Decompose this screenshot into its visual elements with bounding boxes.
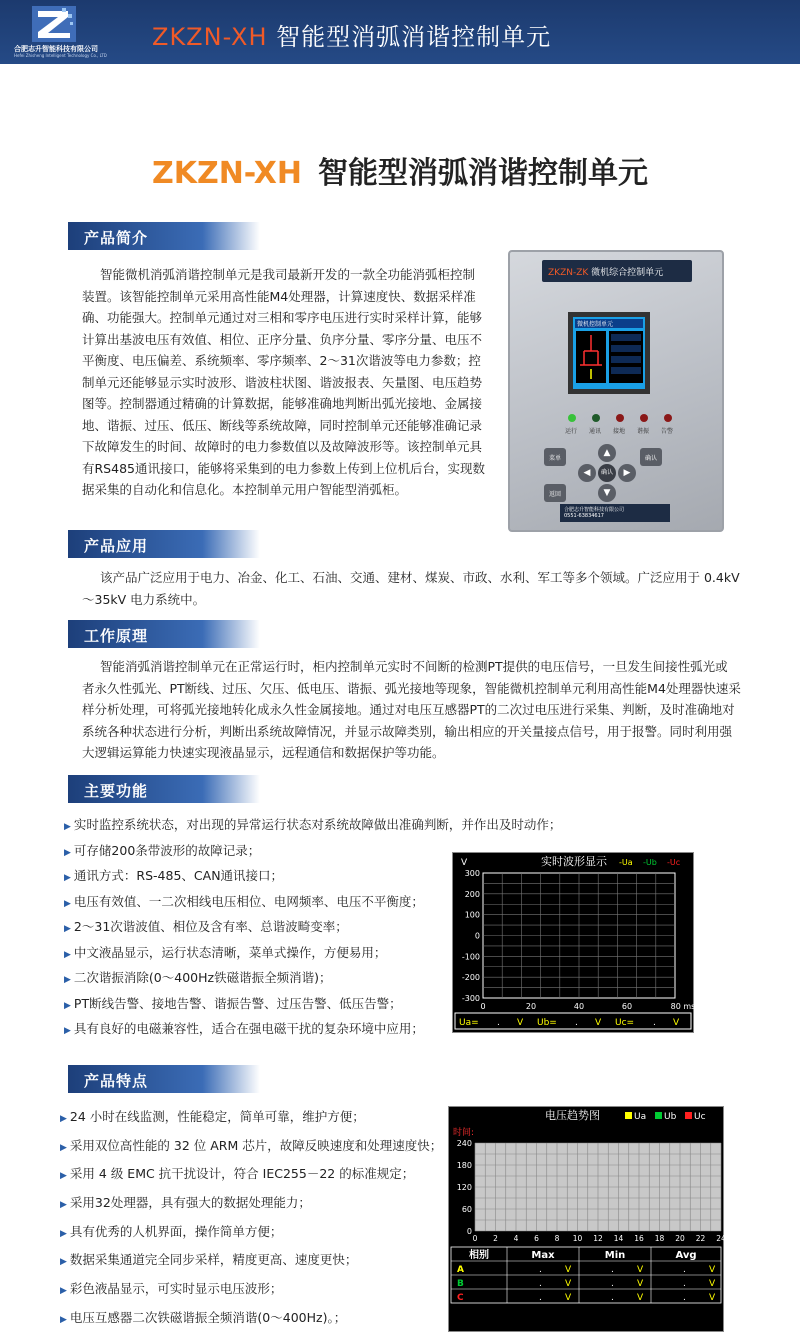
list-item-text: 电压有效值、一二次相线电压相位、电网频率、电压不平衡度； <box>73 893 424 909</box>
x-tick-label: 20 <box>675 1234 685 1243</box>
bullet-icon: ▶ <box>60 1257 67 1268</box>
device-right-arrow-icon[interactable]: ▶ <box>618 464 636 482</box>
x-tick-label: 12 <box>593 1234 603 1243</box>
header-bar <box>0 0 800 64</box>
list-item <box>60 1308 440 1337</box>
bullet-icon: ▶ <box>60 1200 67 1211</box>
device-circuit-icon <box>576 331 606 383</box>
list-item-text: 采用 4 级 EMC 抗干扰设计，符合 IEC255－22 的标准规定； <box>69 1166 415 1182</box>
led-resonance <box>640 414 648 422</box>
section-heading-principle: 工作原理 <box>68 620 260 648</box>
list-item-text: 二次谐振消除(0～400Hz铁磁谐振全频消谐)； <box>73 970 332 985</box>
list-item-text: 具有良好的电磁兼容性，适合在强电磁干扰的复杂环境中应用； <box>73 1021 424 1036</box>
device-center-button[interactable]: 确认 <box>598 464 616 482</box>
bullet-icon: ▶ <box>64 822 71 832</box>
paragraph-line: 地、谐振、过压、低压、断线等系统故障，同时控制单元还能够准确记录 <box>82 417 483 433</box>
led-ground <box>616 414 624 422</box>
bullet-icon: ▶ <box>64 975 71 985</box>
table-header: Max <box>531 1250 555 1261</box>
principle-paragraph <box>82 656 772 764</box>
x-tick-label: 0 <box>472 1234 478 1243</box>
paragraph-line: 装置。该智能控制单元采用高性能M4处理器，计算速度快、数据采样准 <box>82 288 476 304</box>
legend-entry: -Ua <box>619 858 633 867</box>
device-value-rows <box>609 331 643 383</box>
device-model: ZKZN-ZK <box>548 268 589 278</box>
section-heading-application: 产品应用 <box>68 530 260 558</box>
axis-label-time: 时间: <box>453 1128 475 1138</box>
intro-paragraph <box>82 264 498 501</box>
x-tick-label: 10 <box>572 1234 583 1243</box>
table-value: . <box>683 1293 686 1303</box>
device-down-arrow-icon[interactable]: ▼ <box>598 484 616 502</box>
page-title <box>0 148 800 192</box>
list-item-text: 24 小时在线监测，性能稳定，简单可靠，维护方便； <box>69 1109 365 1124</box>
device-footer <box>560 504 670 522</box>
x-tick-label: 16 <box>634 1234 644 1243</box>
x-tick-label: 40 <box>573 1002 585 1011</box>
table-phase: A <box>457 1265 464 1275</box>
table-value: . <box>611 1293 614 1303</box>
table-unit: V <box>637 1279 644 1289</box>
section-heading-features: 产品特点 <box>68 1065 260 1093</box>
list-item-text: 通讯方式：RS-485、CAN通讯接口； <box>73 868 284 883</box>
readout-label: Uc= <box>615 1018 635 1028</box>
bullet-icon: ▶ <box>60 1114 67 1124</box>
y-tick-label: 60 <box>461 1205 472 1214</box>
x-tick-label: 0 <box>480 1002 486 1011</box>
logo-name-cn: 合肥志升智能科技有限公司 <box>14 45 98 53</box>
readout-unit: V <box>673 1018 680 1028</box>
bullet-icon: ▶ <box>60 1314 67 1325</box>
x-tick-label: 20 <box>525 1002 537 1011</box>
table-phase: B <box>457 1279 464 1289</box>
list-item <box>60 1107 440 1136</box>
section-heading-functions: 主要功能 <box>68 775 260 803</box>
paragraph-line: 制单元还能够显示实时波形、谐波柱状图、谐波报表、矢量图、电压趋势 <box>82 374 483 390</box>
led-run <box>568 414 576 422</box>
y-tick-label: 0 <box>474 931 480 941</box>
legend-swatch <box>655 1112 662 1119</box>
x-tick-label: 14 <box>613 1234 624 1243</box>
paragraph-line: 样分析处理，可将弧光接地转化成永久性金属接地。通过对电压互感器PT的二次过电压进行采集、判断，及时准确地对 <box>82 702 735 717</box>
bullet-icon: ▶ <box>64 873 71 883</box>
x-tick-label: 6 <box>534 1234 539 1243</box>
list-item-text: 2～31次谐波值、相位及含有率、总谐波畸变率； <box>73 919 348 934</box>
device-footer-phone: 0551-63834617 <box>564 513 604 519</box>
y-tick-label: 0 <box>466 1227 472 1236</box>
list-item-text: 彩色液晶显示，可实时显示电压波形； <box>69 1281 283 1297</box>
header-title <box>152 17 551 52</box>
legend-swatch <box>685 1112 692 1119</box>
device-label-text: 微机综合控制单元 <box>591 268 664 278</box>
list-item <box>60 1279 440 1308</box>
bullet-icon: ▶ <box>64 847 71 858</box>
readout-label: Ub= <box>537 1018 557 1028</box>
y-tick-label: 120 <box>456 1183 472 1192</box>
x-tick-label: 4 <box>513 1234 519 1243</box>
table-header: 相别 <box>469 1250 489 1261</box>
axis-label-y: V <box>461 858 468 868</box>
table-header: Min <box>604 1250 626 1261</box>
list-item <box>60 1193 440 1222</box>
paragraph-line: 据采集的自动化和信息化。本控制单元用户智能型消弧柜。 <box>82 482 408 497</box>
list-item <box>64 815 584 841</box>
device-screen <box>573 317 645 389</box>
bullet-icon: ▶ <box>64 949 71 960</box>
bullet-icon: ▶ <box>60 1286 67 1297</box>
device-screen-frame <box>568 312 650 394</box>
table-unit: V <box>565 1279 572 1289</box>
paragraph-line: 有RS485通讯接口，能够将采集到的电力参数上传到上位机后台，实现数 <box>82 460 485 476</box>
logo-name-en: Hefei Zhisheng Intelligent Technology Co., LTD <box>14 53 107 58</box>
table-value: . <box>539 1293 542 1303</box>
led-label: 告警 <box>661 428 674 435</box>
x-tick-label: 60 <box>621 1002 633 1011</box>
features-list <box>60 1107 443 1337</box>
application-paragraph <box>82 567 772 610</box>
led-label: 接地 <box>613 428 626 435</box>
table-unit: V <box>637 1265 644 1275</box>
table-value: . <box>611 1265 614 1275</box>
list-item <box>60 1250 440 1279</box>
bullet-icon: ▶ <box>64 924 71 934</box>
y-tick-label: 100 <box>464 910 480 920</box>
table-unit: V <box>709 1265 716 1275</box>
legend-swatch <box>625 1112 632 1119</box>
paragraph-line: 平衡度、电压偏差、系统频率、零序频率、2～31次谐波等电力参数；控 <box>82 353 481 368</box>
paragraph-line: 该产品广泛应用于电力、冶金、化工、石油、交通、建材、煤炭、市政、水利、军工等多个领域。广泛应用于 0.4kV <box>100 570 740 585</box>
device-confirm-button[interactable]: 确认 <box>640 448 662 466</box>
paragraph-line: 智能微机消弧消谐控制单元是我司最新开发的一款全功能消弧柜控制 <box>100 267 476 282</box>
paragraph-line: 大逻辑运算能力快速实现液晶显示，远程通信和数据保护等功能。 <box>82 745 445 760</box>
section-heading-intro: 产品简介 <box>68 222 260 250</box>
x-tick-label: 22 <box>695 1234 706 1243</box>
readout-unit: V <box>595 1018 602 1028</box>
voltage-trend-chart <box>448 1106 724 1332</box>
y-tick-label: -300 <box>461 994 480 1003</box>
chart-title: 实时波形显示 <box>541 855 607 868</box>
device-left-arrow-icon[interactable]: ◀ <box>578 464 596 482</box>
y-tick-label: 240 <box>456 1139 472 1148</box>
paragraph-line: 智能消弧消谐控制单元在正常运行时，柜内控制单元实时不间断的检测PT提供的电压信号，一旦发生间接性弧光或 <box>100 659 728 674</box>
list-item-text: 采用双位高性能的 32 位 ARM 芯片，故障反映速度和处理速度快； <box>69 1137 443 1153</box>
readout-value: . <box>653 1018 656 1028</box>
voltage-trend-chart-svg <box>449 1107 726 1331</box>
led-comm <box>592 414 600 422</box>
device-up-arrow-icon[interactable]: ▲ <box>598 444 616 462</box>
waveform-chart-svg <box>453 853 696 1032</box>
led-label: 通讯 <box>589 428 602 435</box>
logo-z-icon <box>32 6 76 42</box>
table-phase: C <box>457 1293 464 1303</box>
bullet-icon: ▶ <box>64 1000 71 1011</box>
table-header: Avg <box>675 1250 697 1261</box>
device-back-button[interactable]: 返回 <box>544 484 566 502</box>
list-item-text: 中文液晶显示，运行状态清晰，菜单式操作，方便易用； <box>73 944 387 960</box>
table-unit: V <box>709 1279 716 1289</box>
list-item <box>60 1164 440 1193</box>
readout-label: Ua= <box>459 1018 479 1028</box>
paragraph-line: 者永久性弧光、PT断线、过压、欠压、低电压、谐振、弧光接地等现象，智能微机控制单元利用高性能M4处理器快速采 <box>82 680 741 696</box>
device-screen-title: 微机控制单元 <box>575 319 643 328</box>
list-item-text: PT断线告警、接地告警、谐振告警、过压告警、低压告警； <box>73 995 402 1011</box>
x-tick-label: 2 <box>493 1234 498 1243</box>
y-tick-label: 200 <box>464 889 480 899</box>
table-value: . <box>683 1279 686 1289</box>
list-item-text: 具有优秀的人机界面，操作简单方便； <box>69 1223 283 1239</box>
x-tick-label: 24 <box>716 1234 726 1243</box>
paragraph-line: 计算出基波电压有效值、相位、正序分量、负序分量、零序分量、电压不 <box>82 331 483 347</box>
table-unit: V <box>709 1293 716 1303</box>
company-logo <box>14 6 134 58</box>
y-tick-label: -100 <box>461 952 480 962</box>
chart-title: 电压趋势图 <box>545 1109 600 1122</box>
table-value: . <box>683 1265 686 1275</box>
y-tick-label: -200 <box>461 973 480 983</box>
list-item-text: 数据采集通道完全同步采样，精度更高、速度更快； <box>69 1252 358 1268</box>
x-tick-label: 80 ms <box>670 1002 696 1011</box>
device-label <box>542 260 692 282</box>
y-tick-label: 180 <box>456 1161 472 1170</box>
table-unit: V <box>637 1293 644 1303</box>
legend-entry: Uc <box>694 1112 706 1122</box>
x-tick-label: 8 <box>554 1234 560 1243</box>
paragraph-line: 图等。控制器通过精确的计算数据，能够准确地判断出弧光接地、金属接 <box>82 396 483 411</box>
device-screen-values <box>609 331 643 383</box>
page-title-model: ZKZN-XH <box>151 156 303 191</box>
readout-value: . <box>575 1018 578 1028</box>
paragraph-line: ～35kV 电力系统中。 <box>82 591 206 607</box>
paragraph-line: 系统各种状态进行分析，判断出系统故障情况，并显示故障类别，输出相应的开关量接点信号，用于报警。同时利用强 <box>82 723 733 739</box>
readout-unit: V <box>517 1018 524 1028</box>
x-tick-label: 18 <box>654 1234 665 1243</box>
legend-entry: Ub <box>664 1112 677 1122</box>
y-tick-label: 300 <box>464 869 480 878</box>
device-screen-diagram <box>576 331 606 383</box>
header-title-text: 智能型消弧消谐控制单元 <box>276 23 552 51</box>
list-item <box>60 1222 440 1251</box>
list-item-text: 可存储200条带波形的故障记录； <box>73 842 261 858</box>
led-label: 运行 <box>565 428 578 435</box>
led-alarm <box>664 414 672 422</box>
legend-entry: -Uc <box>667 858 681 867</box>
bullet-icon: ▶ <box>64 1026 71 1036</box>
table-unit: V <box>565 1265 572 1275</box>
legend-entry: Ua <box>634 1112 647 1122</box>
paragraph-line: 确、功能强大。控制单元通过对三相和零序电压进行实时采样计算，能够 <box>82 310 483 325</box>
list-item-text: 采用32处理器，具有强大的数据处理能力； <box>69 1195 311 1211</box>
list-item-text: 实时监控系统状态，对出现的异常运行状态对系统故障做出准确判断，并作出及时动作； <box>73 817 562 832</box>
device-menu-button[interactable]: 菜单 <box>544 448 566 466</box>
device-footer-company: 合肥志升智能科技有限公司 <box>564 507 625 513</box>
table-unit: V <box>565 1293 572 1303</box>
readout-value: . <box>497 1018 500 1028</box>
paragraph-line: 下故障发生的时间、故障时的电力参数值以及故障波形等。该控制单元具 <box>82 439 483 454</box>
legend-entry: -Ub <box>643 858 657 867</box>
page-title-text: 智能型消弧消谐控制单元 <box>318 156 649 191</box>
led-label: 谐振 <box>637 428 650 435</box>
waveform-chart <box>452 852 694 1033</box>
bullet-icon: ▶ <box>60 1142 67 1153</box>
header-model: ZKZN-XH <box>152 23 268 51</box>
list-item <box>60 1136 443 1165</box>
bullet-icon: ▶ <box>64 898 71 909</box>
table-value: . <box>611 1279 614 1289</box>
table-value: . <box>539 1279 542 1289</box>
device-image <box>508 250 724 532</box>
bullet-icon: ▶ <box>60 1171 67 1182</box>
table-value: . <box>539 1265 542 1275</box>
bullet-icon: ▶ <box>60 1228 67 1239</box>
list-item-text: 电压互感器二次铁磁谐振全频消谐(0～400Hz)。； <box>69 1309 347 1325</box>
